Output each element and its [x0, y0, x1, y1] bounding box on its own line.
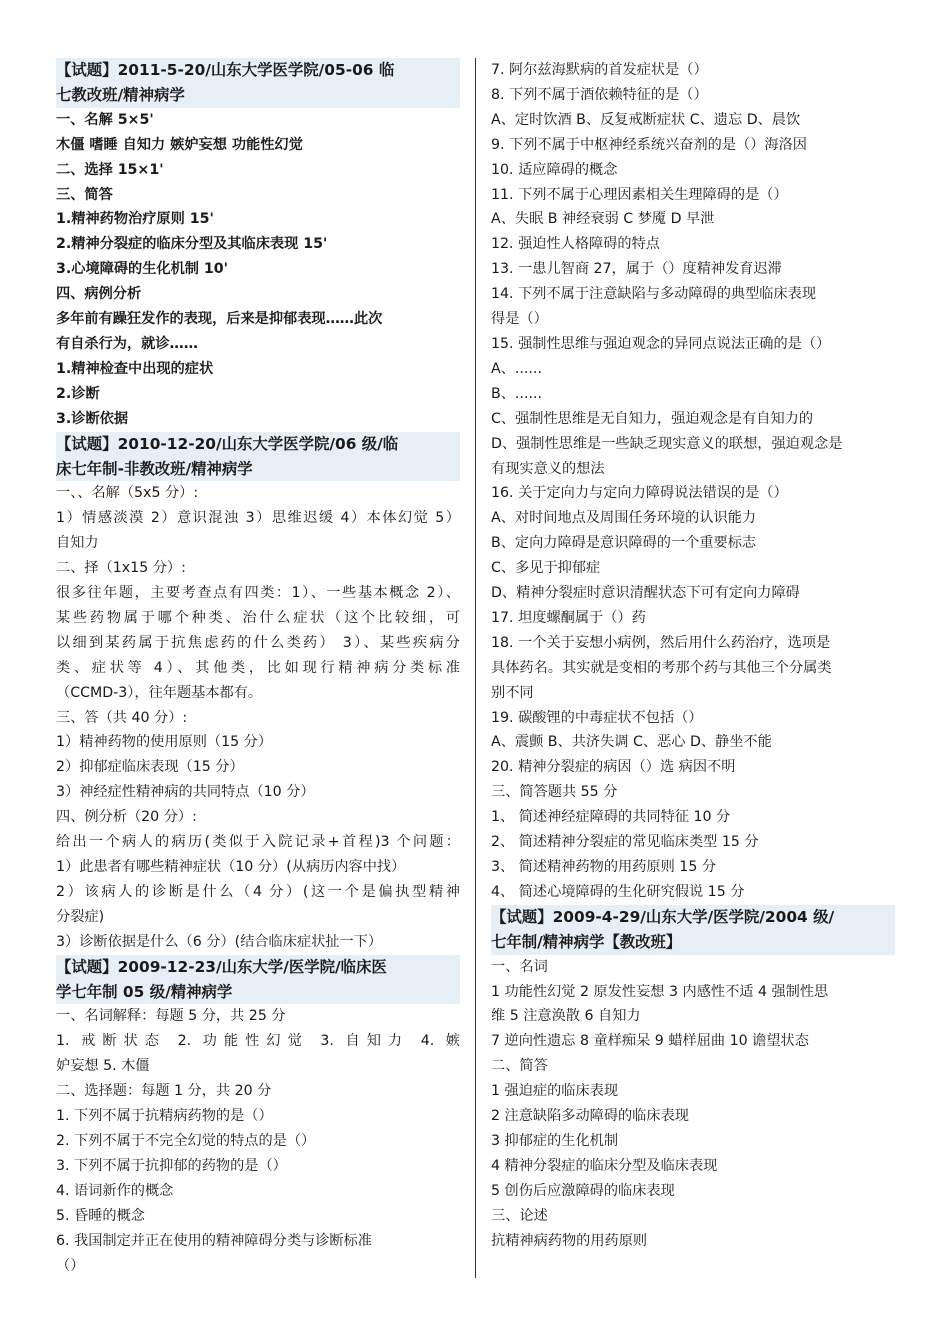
- text-line: 四、病例分析: [56, 286, 142, 303]
- text-line: 16. 关于定向力与定向力障碍说法错误的是（）: [491, 485, 788, 502]
- text-line: 1）此患者有哪些精神症状（10 分）(从病历内容中找）: [56, 859, 406, 875]
- exam-heading: 【试题】2010-12-20/山东大学医学院/06 级/临: [56, 432, 460, 457]
- text-line: 二、选择 15×1': [56, 161, 164, 178]
- text-line: 别不同: [491, 684, 534, 701]
- text-line: 8. 下列不属于酒依赖特征的是（）: [491, 86, 708, 103]
- text-line: 4、 简述心境障碍的生化研究假说 15 分: [491, 883, 745, 900]
- text-line: 二、择（1x15 分）:: [56, 560, 186, 577]
- text-line: 自知力: [56, 535, 99, 552]
- text-line: 1.精神检查中出现的症状: [56, 360, 214, 377]
- left-column: [56, 58, 460, 1278]
- exam-heading: 【试题】2009-12-23/山东大学/医学院/临床医: [56, 955, 460, 980]
- text-line: 木僵 嗜睡 自知力 嫉妒妄想 功能性幻觉: [56, 136, 303, 153]
- text-line: C、多见于抑郁症: [491, 560, 601, 577]
- text-line: 三、简答: [56, 186, 113, 203]
- text-line: 有自杀行为，就诊……: [56, 335, 198, 352]
- exam-heading: 【试题】2009-4-29/山东大学/医学院/2004 级/: [491, 905, 895, 930]
- text-line: 有现实意义的想法: [491, 460, 605, 477]
- text-line: 分裂症): [56, 908, 105, 925]
- text-line: 9. 下列不属于中枢神经系统兴奋剂的是（）海洛因: [491, 136, 807, 153]
- text-line: 给出一个病人的病历(类似于入院记录+首程)3 个问题：: [56, 834, 460, 851]
- exam-heading: 七教改班/精神病学: [56, 83, 460, 108]
- text-line: 2）该病人的诊断是什么（4 分）(这一个是偏执型精神: [56, 883, 460, 900]
- text-line: 15. 强制性思维与强迫观念的异同点说法正确的是（）: [491, 335, 831, 352]
- text-line: 3）诊断依据是什么（6 分）(结合临床症状扯一下）: [56, 933, 383, 950]
- column-divider: [475, 58, 476, 1278]
- text-line: 1. 下列不属于抗精病药物的是（）: [56, 1108, 273, 1125]
- text-line: 一、名词: [491, 958, 548, 975]
- text-line: 维 5 注意涣散 6 自知力: [491, 1008, 641, 1025]
- text-line: D、精神分裂症时意识清醒状态下可有定向力障碍: [491, 585, 800, 602]
- right-column: [491, 58, 895, 1254]
- text-line: A、震颤 B、共济失调 C、恶心 D、静坐不能: [491, 734, 772, 751]
- exam-heading: 【试题】2011-5-20/山东大学医学院/05-06 临: [56, 58, 460, 83]
- text-line: 一、名解 5×5': [56, 111, 154, 128]
- text-line: 2. 下列不属于不完全幻觉的特点的是（）: [56, 1132, 316, 1149]
- exam-heading: 七年制/精神病学【教改班】: [491, 930, 895, 955]
- text-line: 2.诊断: [56, 385, 100, 402]
- text-line: 某些药物属于哪个种类、治什么症状（这个比较细，可: [56, 609, 460, 626]
- text-line: C、强制性思维是无自知力，强迫观念是有自知力的: [491, 410, 814, 427]
- text-line: 1）情感淡漠 2）意识混浊 3）思维迟缓 4）本体幻觉 5）: [56, 510, 460, 527]
- text-line: 4 精神分裂症的临床分型及临床表现: [491, 1157, 718, 1174]
- text-line: 具体药名。其实就是变相的考那个药与其他三个分属类: [491, 659, 832, 676]
- text-line: A、......: [491, 360, 542, 377]
- text-line: 1）精神药物的使用原则（15 分）: [56, 734, 273, 751]
- text-line: 3.心境障碍的生化机制 10': [56, 261, 228, 278]
- text-line: 1 强迫症的临床表现: [491, 1083, 619, 1100]
- text-line: 三、简答题共 55 分: [491, 784, 618, 801]
- text-line: 17. 坦度螺酮属于（）药: [491, 609, 646, 626]
- text-line: A、定时饮酒 B、反复戒断症状 C、遗忘 D、晨饮: [491, 111, 801, 128]
- text-line: 一、名词解释：每题 5 分，共 25 分: [56, 1008, 286, 1025]
- text-line: 10. 适应障碍的概念: [491, 161, 618, 178]
- text-line: 1 功能性幻觉 2 原发性妄想 3 内感性不适 4 强制性思: [491, 983, 829, 1000]
- text-line: 1.精神药物治疗原则 15': [56, 211, 214, 228]
- text-line: D、强制性思维是一些缺乏现实意义的联想，强迫观念是: [491, 435, 843, 452]
- text-line: 一、、名解（5x5 分）:: [56, 485, 199, 502]
- text-line: （）: [56, 1257, 85, 1274]
- exam-heading: 床七年制-非教改班/精神病学: [56, 457, 460, 482]
- text-line: B、......: [491, 385, 542, 402]
- text-line: 11. 下列不属于心理因素相关生理障碍的是（）: [491, 186, 788, 203]
- text-line: 三、论述: [491, 1207, 548, 1224]
- text-line: 1、 简述神经症障碍的共同特征 10 分: [491, 809, 731, 826]
- text-line: 19. 碳酸锂的中毒症状不包括（）: [491, 709, 703, 726]
- text-line: 7 逆向性遗忘 8 童样痴呆 9 蜡样屈曲 10 谵望状态: [491, 1033, 809, 1050]
- text-line: A、失眠 B 神经衰弱 C 梦魇 D 早泄: [491, 211, 715, 228]
- text-line: 2）抑郁症临床表现（15 分）: [56, 759, 244, 776]
- text-line: 5. 昏睡的概念: [56, 1207, 145, 1224]
- text-line: 18. 一个关于妄想小病例，然后用什么药治疗，选项是: [491, 634, 831, 651]
- text-line: B、定向力障碍是意识障碍的一个重要标志: [491, 535, 757, 552]
- text-line: 3. 下列不属于抗抑郁的药物的是（）: [56, 1157, 287, 1174]
- text-line: 以细到某药属于抗焦虑药的什么类药） 3）、某些疾病分: [56, 634, 460, 651]
- text-line: 6. 我国制定并正在使用的精神障碍分类与诊断标准: [56, 1232, 372, 1249]
- text-line: 很多往年题，主要考查点有四类：1）、一些基本概念 2）、: [56, 585, 460, 602]
- text-line: 12. 强迫性人格障碍的特点: [491, 236, 660, 253]
- text-line: 抗精神病药物的用药原则: [491, 1232, 648, 1249]
- text-line: 多年前有躁狂发作的表现，后来是抑郁表现……此次: [56, 311, 383, 328]
- text-line: 5 创伤后应激障碍的临床表现: [491, 1182, 675, 1199]
- text-line: 二、选择题：每题 1 分，共 20 分: [56, 1083, 272, 1100]
- text-line: 3.诊断依据: [56, 410, 129, 427]
- text-line: 三、答（共 40 分）:: [56, 709, 188, 726]
- text-line: 3、 简述精神药物的用药原则 15 分: [491, 859, 717, 875]
- text-line: 13. 一患儿智商 27，属于（）度精神发育迟滞: [491, 261, 782, 278]
- text-line: 3）神经症性精神病的共同特点（10 分）: [56, 784, 315, 801]
- text-line: 2 注意缺陷多动障碍的临床表现: [491, 1108, 689, 1125]
- text-line: A、对时间地点及周围任务环境的认识能力: [491, 510, 757, 527]
- text-line: 类、症状等 4）、其他类，比如现行精神病分类标准: [56, 659, 460, 676]
- text-line: 7. 阿尔兹海默病的首发症状是（）: [491, 62, 708, 78]
- text-line: 妒妄想 5. 木僵: [56, 1058, 150, 1075]
- text-line: 2、 简述精神分裂症的常见临床类型 15 分: [491, 834, 759, 851]
- text-line: 3 抑郁症的生化机制: [491, 1132, 619, 1149]
- text-line: 二、简答: [491, 1058, 548, 1075]
- text-line: 1. 戒断状态 2. 功能性幻觉 3. 自知力 4. 嫉: [56, 1033, 460, 1050]
- text-line: 2.精神分裂症的临床分型及其临床表现 15': [56, 236, 328, 253]
- text-line: 四、例分析（20 分）:: [56, 809, 197, 826]
- text-line: 4. 语词新作的概念: [56, 1182, 174, 1199]
- text-line: 20. 精神分裂症的病因（）选 病因不明: [491, 759, 736, 776]
- text-line: 14. 下列不属于注意缺陷与多动障碍的典型临床表现: [491, 286, 817, 303]
- text-line: 得是（）: [491, 311, 548, 328]
- exam-heading: 学七年制 05 级/精神病学: [56, 980, 460, 1005]
- text-line: （CCMD-3），往年题基本都有。: [56, 684, 263, 701]
